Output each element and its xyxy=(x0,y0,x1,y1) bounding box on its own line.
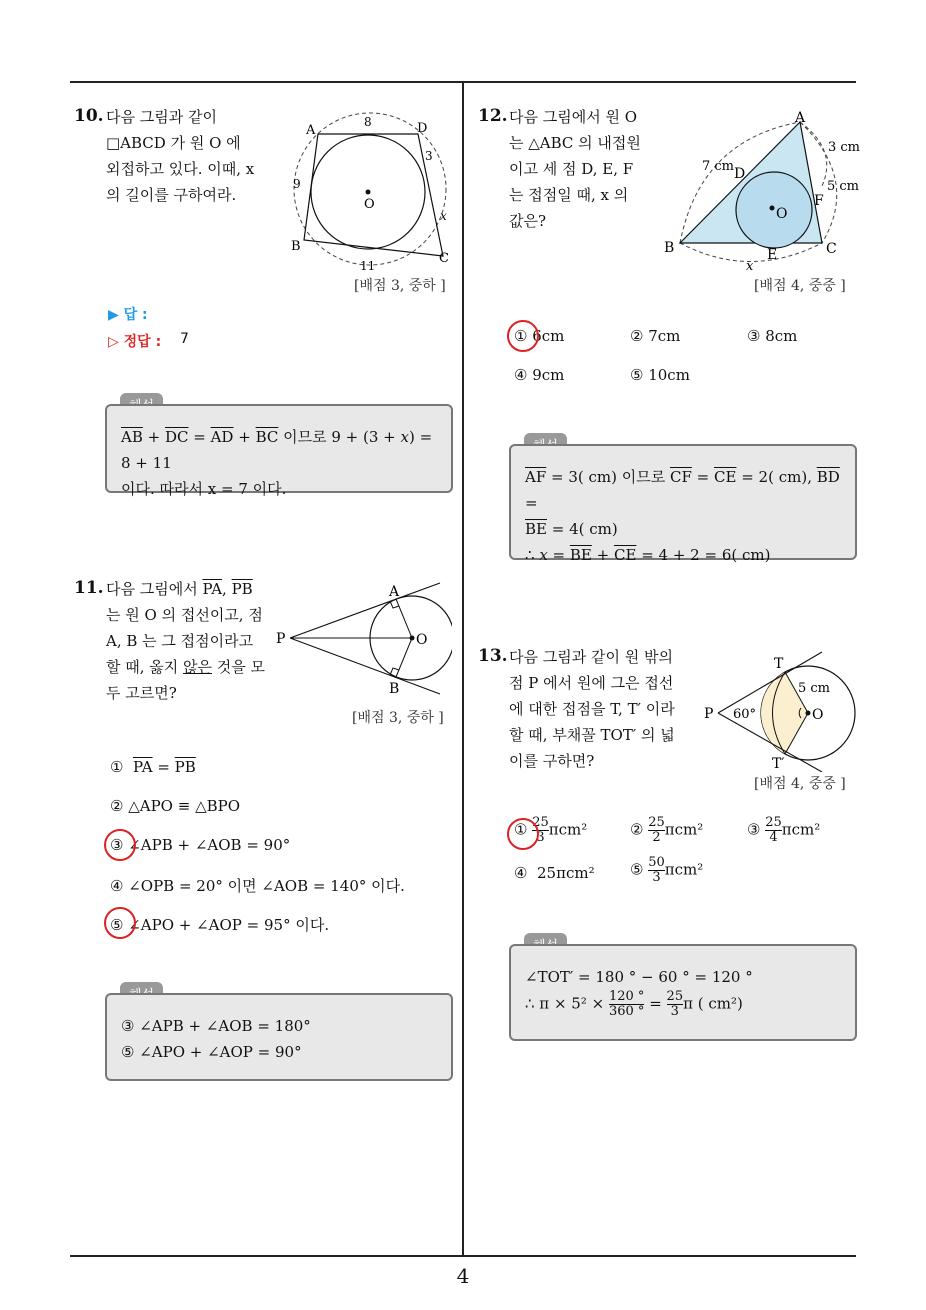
q11-option-1[interactable]: ① $\overline{PA} = \overline{PB}$ xyxy=(110,758,196,776)
explanation-line: $\overline{AF} = 3$( cm) 이므로 $\overline{CF} = \overline{CE} = 2$( cm), $\overline{BD}$ = xyxy=(525,468,840,512)
label-d: D xyxy=(417,121,428,136)
option-mark: ③ xyxy=(747,820,761,839)
q10-explanation xyxy=(105,404,453,498)
unit: πcm² xyxy=(548,820,588,839)
column-divider xyxy=(462,82,464,1257)
unit: 25πcm² xyxy=(537,864,595,882)
label-x: x xyxy=(746,259,754,274)
center-o xyxy=(770,206,775,211)
label-c: C xyxy=(439,251,449,266)
label-a: A xyxy=(389,584,400,600)
explanation-line: $\overline{AB} + \overline{DC} = \overline{AD} + \overline{BC}$ 이므로 9 + (3 + x) = 8 + 11 xyxy=(121,428,433,472)
q12-option-5[interactable]: ⑤ 10cm xyxy=(630,366,690,384)
numerator: 25 xyxy=(648,815,665,830)
expr-post: π ( cm²) xyxy=(683,994,743,1013)
explanation-line: ③ ∠APB + ∠AOB = 180° xyxy=(121,1017,311,1035)
numerator: 120 ° xyxy=(608,989,645,1004)
q11-line: 는 원 O 의 접선이고, 점 xyxy=(106,606,263,624)
q10-text xyxy=(106,104,276,208)
q13-option-2[interactable] xyxy=(630,816,703,845)
label-o: O xyxy=(812,707,824,723)
label-angle-60: 60° xyxy=(733,707,757,722)
q11-score: [배점 3, 중하 ] xyxy=(352,710,444,726)
q13-line: 할 때, 부채꼴 TOT′ 의 넓 xyxy=(509,726,675,744)
unit: πcm² xyxy=(664,860,704,879)
q10-figure xyxy=(286,108,460,274)
q11-explanation xyxy=(105,993,453,1081)
label-a: A xyxy=(306,123,316,138)
q12-line: 이고 세 점 D, E, F xyxy=(509,160,634,178)
unit: πcm² xyxy=(664,820,704,839)
option-mark: ① xyxy=(514,820,528,839)
label-a: A xyxy=(795,110,806,126)
label-af-length: 3 cm xyxy=(828,140,860,155)
q11-line: 할 때, 옳지 않은 것을 모 xyxy=(106,658,266,676)
denominator: 4 xyxy=(765,830,782,845)
denominator: 360 ° xyxy=(608,1004,645,1019)
q12-score: [배점 4, 중중 ] xyxy=(754,278,846,294)
q13-option-5[interactable] xyxy=(630,856,703,885)
label-t: T xyxy=(774,656,784,672)
q11-figure xyxy=(272,578,452,700)
q10-line: 의 길이를 구하여라. xyxy=(106,186,237,204)
fraction xyxy=(765,816,782,845)
q13-text xyxy=(509,644,689,774)
q12-option-4[interactable]: ④ 9cm xyxy=(514,366,565,384)
label-o: O xyxy=(364,197,375,212)
denominator: 3 xyxy=(667,1004,684,1019)
numerator: 25 xyxy=(666,989,684,1004)
q10-line: 다음 그림과 같이 xyxy=(106,108,217,126)
q12-explanation xyxy=(509,444,857,564)
selected-mark-1 xyxy=(507,320,539,352)
explanation-line: ∠TOT′ = 180 ° − 60 ° = 120 ° xyxy=(525,968,753,986)
q13-number: 13. xyxy=(478,646,508,666)
label-t-prime: T′ xyxy=(772,756,785,772)
label-ac-length: 5 cm xyxy=(827,179,860,194)
q12-text xyxy=(509,104,643,234)
q11-line: 다음 그림에서 $\overline{PA}$, $\overline{PB}$ xyxy=(106,580,253,598)
option-mark: ② xyxy=(630,820,644,839)
denominator: 2 xyxy=(648,830,665,845)
center-o xyxy=(410,636,415,641)
q11-option-5[interactable]: ⑤ ∠APO + ∠AOP = 95° 이다. xyxy=(110,916,330,934)
quadrilateral-abcd xyxy=(304,134,443,256)
label-b: B xyxy=(389,681,400,697)
q10-number: 10. xyxy=(74,106,104,126)
label-c: C xyxy=(826,241,837,257)
q12-option-2[interactable]: ② 7cm xyxy=(630,327,681,345)
label-bottom-11: 11 xyxy=(360,259,376,273)
q13-explanation xyxy=(509,944,857,1041)
q13-line: 점 P 에서 원에 그은 접선 xyxy=(509,674,674,692)
q12-line: 다음 그림에서 원 O xyxy=(509,108,638,126)
correct-label: ▷ 정답 : xyxy=(108,334,162,350)
expr-pre: ∴ π × 5² × xyxy=(525,994,605,1013)
numerator: 25 xyxy=(532,815,549,830)
label-top-8: 8 xyxy=(364,115,372,129)
explanation-line: ⑤ ∠APO + ∠AOP = 90° xyxy=(121,1043,302,1061)
fraction xyxy=(609,990,644,1019)
label-left-9: 9 xyxy=(293,177,301,191)
label-o: O xyxy=(776,206,788,222)
q12-number: 12. xyxy=(478,106,508,126)
label-b: B xyxy=(664,240,675,256)
fraction xyxy=(667,990,684,1019)
page-number: 4 xyxy=(456,1264,470,1288)
explanation-line: ∴ $x = \overline{BE} + \overline{CE} = 4 + 2 = 6$( cm) xyxy=(525,546,771,564)
q12-line: 값은? xyxy=(509,212,547,230)
q10-score: [배점 3, 중하 ] xyxy=(354,278,446,294)
unit: πcm² xyxy=(781,820,821,839)
option-mark: ⑤ xyxy=(630,860,644,879)
numerator: 25 xyxy=(765,815,782,830)
tangent-pa xyxy=(290,583,440,638)
q13-line: 다음 그림과 같이 원 밖의 xyxy=(509,648,673,666)
q11-option-4[interactable]: ④ ∠OPB = 20° 이면 ∠AOB = 140° 이다. xyxy=(110,877,405,895)
center-o xyxy=(366,190,371,195)
selected-mark-5 xyxy=(104,907,136,939)
equals: = xyxy=(649,994,662,1013)
label-e: E xyxy=(767,247,778,263)
label-x: x xyxy=(440,209,447,223)
label-ab-length: 7 cm xyxy=(702,159,735,174)
center-o xyxy=(806,711,811,716)
q13-figure xyxy=(700,650,860,772)
q11-option-2[interactable]: ② △APO ≡ △BPO xyxy=(110,797,241,815)
label-right-3: 3 xyxy=(425,149,433,163)
q10-line: □ABCD 가 원 O 에 xyxy=(106,134,241,152)
q11-line: 두 고르면? xyxy=(106,684,177,702)
fraction xyxy=(648,856,665,885)
explanation-line xyxy=(525,990,841,1019)
q11-option-3[interactable]: ③ ∠APB + ∠AOB = 90° xyxy=(110,836,291,854)
label-b: B xyxy=(291,239,301,254)
label-f: F xyxy=(814,193,824,209)
radius-oa xyxy=(396,599,412,638)
q12-line: 는 접점일 때, x 의 xyxy=(509,186,629,204)
label-o: O xyxy=(416,632,428,648)
answer-label: ▶ 답 : xyxy=(108,307,148,323)
q11-text xyxy=(106,576,276,706)
numerator: 50 xyxy=(648,855,665,870)
q13-score: [배점 4, 중중 ] xyxy=(754,776,846,792)
q12-line: 는 △ABC 의 내접원 xyxy=(509,134,641,152)
label-d: D xyxy=(734,166,746,182)
denominator: 3 xyxy=(648,870,665,885)
incircle-o xyxy=(736,172,812,248)
q13-option-4[interactable] xyxy=(514,864,595,882)
q13-line: 이를 구하면? xyxy=(509,752,595,770)
explanation-line: 이다. 따라서 x = 7 이다. xyxy=(121,480,287,498)
q11-line: A, B 는 그 접점이라고 xyxy=(106,632,254,650)
denominator: 3 xyxy=(532,830,549,845)
q13-line: 에 대한 접점을 T, T′ 이라 xyxy=(509,700,675,718)
label-p: P xyxy=(704,706,714,722)
selected-mark-1 xyxy=(507,818,539,850)
label-radius: 5 cm xyxy=(798,681,831,696)
label-p: P xyxy=(276,631,286,647)
q12-option-1[interactable]: ① 6cm xyxy=(514,327,565,345)
selected-mark-3 xyxy=(104,829,136,861)
option-mark: ④ xyxy=(514,864,528,882)
q12-option-3[interactable]: ③ 8cm xyxy=(747,327,798,345)
q11-number: 11. xyxy=(74,578,104,598)
fraction xyxy=(648,816,665,845)
correct-value: 7 xyxy=(180,331,189,347)
q12-figure xyxy=(660,110,860,276)
q13-option-3[interactable] xyxy=(747,816,820,845)
q10-line: 외접하고 있다. 이때, x xyxy=(106,160,255,178)
radius-ob xyxy=(396,638,412,677)
explanation-line: $\overline{BE} = 4$( cm) xyxy=(525,520,618,538)
